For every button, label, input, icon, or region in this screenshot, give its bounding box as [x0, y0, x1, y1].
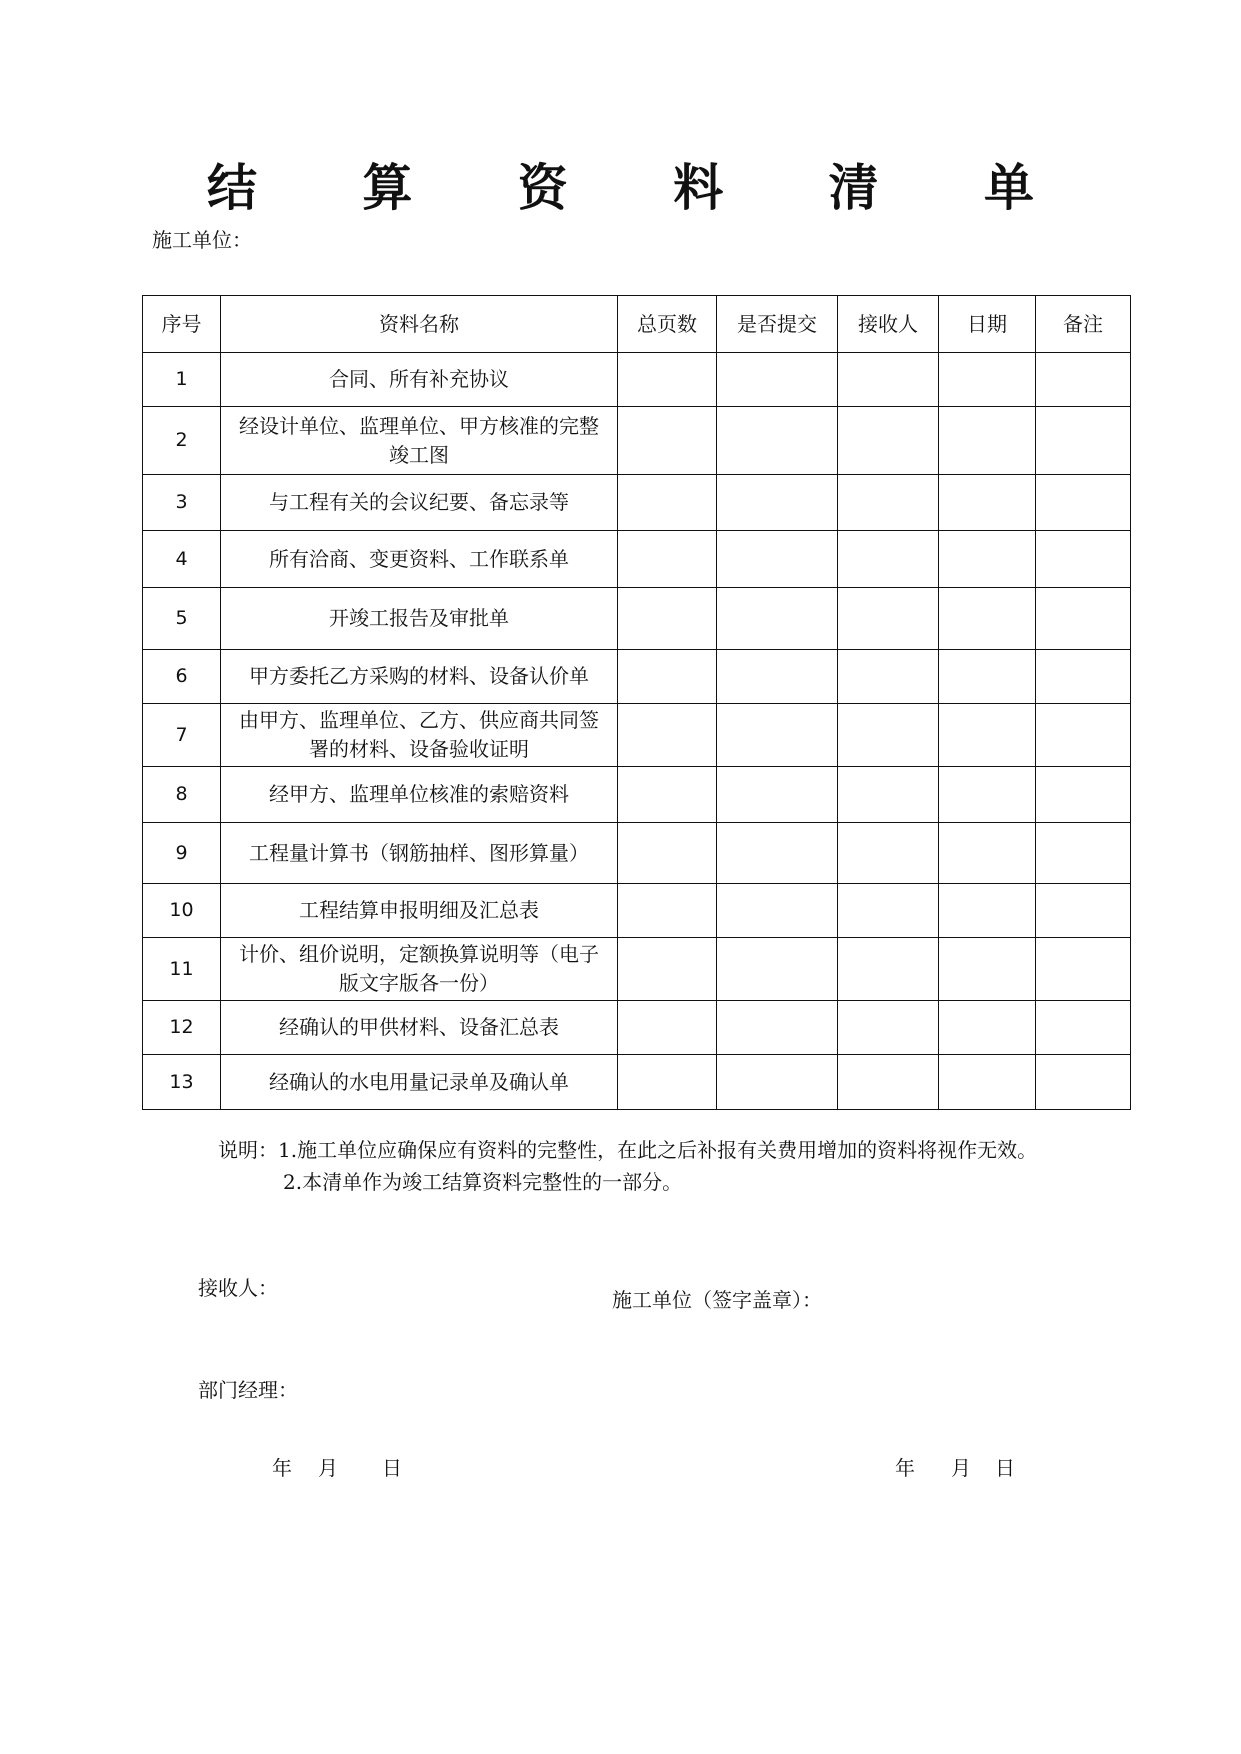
row-doc-name: 经确认的甲供材料、设备汇总表	[221, 1001, 618, 1055]
row-seq: 9	[143, 823, 221, 884]
row-total-pages-cell	[618, 353, 717, 407]
table-row	[143, 938, 1131, 1001]
row-seq: 11	[143, 938, 221, 1001]
row-submitted-cell	[717, 704, 838, 767]
table-row	[143, 1001, 1131, 1055]
row-remarks-cell	[1036, 704, 1131, 767]
row-receiver-cell	[838, 1001, 939, 1055]
row-seq: 2	[143, 407, 221, 475]
row-seq: 1	[143, 353, 221, 407]
row-remarks-cell	[1036, 407, 1131, 475]
row-doc-name: 由甲方、监理单位、乙方、供应商共同签署的材料、设备验收证明	[221, 704, 618, 767]
row-receiver-cell	[838, 823, 939, 884]
note-line-2: 2.本清单作为竣工结算资料完整性的一部分。	[283, 1170, 683, 1194]
row-seq: 10	[143, 884, 221, 938]
row-doc-name: 计价、组价说明，定额换算说明等（电子版文字版各一份）	[221, 938, 618, 1001]
row-submitted-cell	[717, 1055, 838, 1110]
table-row	[143, 353, 1131, 407]
table-body	[143, 353, 1131, 1110]
date-left-day: 日	[382, 1456, 402, 1480]
header-seq: 序号	[143, 296, 221, 353]
row-seq: 12	[143, 1001, 221, 1055]
row-seq: 4	[143, 531, 221, 588]
row-submitted-cell	[717, 884, 838, 938]
row-submitted-cell	[717, 938, 838, 1001]
date-right	[895, 1452, 1015, 1481]
row-total-pages-cell	[618, 1055, 717, 1110]
row-receiver-cell	[838, 767, 939, 823]
row-doc-name: 合同、所有补充协议	[221, 353, 618, 407]
row-submitted-cell	[717, 531, 838, 588]
row-doc-name: 与工程有关的会议纪要、备忘录等	[221, 475, 618, 531]
row-seq: 13	[143, 1055, 221, 1110]
row-seq: 5	[143, 588, 221, 650]
row-date-cell	[939, 407, 1036, 475]
row-remarks-cell	[1036, 767, 1131, 823]
row-total-pages-cell	[618, 704, 717, 767]
row-total-pages-cell	[618, 1001, 717, 1055]
header-doc-name: 资料名称	[221, 296, 618, 353]
header-receiver: 接收人	[838, 296, 939, 353]
row-date-cell	[939, 353, 1036, 407]
row-remarks-cell	[1036, 475, 1131, 531]
table-row	[143, 823, 1131, 884]
date-left	[272, 1452, 402, 1481]
table-row	[143, 884, 1131, 938]
table-row	[143, 1055, 1131, 1110]
row-submitted-cell	[717, 650, 838, 704]
table-row	[143, 531, 1131, 588]
row-doc-name: 开竣工报告及审批单	[221, 588, 618, 650]
row-receiver-cell	[838, 353, 939, 407]
row-seq: 6	[143, 650, 221, 704]
row-remarks-cell	[1036, 588, 1131, 650]
row-seq: 8	[143, 767, 221, 823]
row-total-pages-cell	[618, 823, 717, 884]
row-date-cell	[939, 1001, 1036, 1055]
row-doc-name: 所有洽商、变更资料、工作联系单	[221, 531, 618, 588]
notes	[218, 1134, 1037, 1198]
contractor-seal-label: 施工单位（签字盖章）：	[612, 1288, 822, 1312]
table-row	[143, 704, 1131, 767]
row-date-cell	[939, 650, 1036, 704]
row-receiver-cell	[838, 475, 939, 531]
header-submitted: 是否提交	[717, 296, 838, 353]
row-doc-name: 经设计单位、监理单位、甲方核准的完整竣工图	[221, 407, 618, 475]
row-receiver-cell	[838, 938, 939, 1001]
row-total-pages-cell	[618, 531, 717, 588]
row-submitted-cell	[717, 588, 838, 650]
row-submitted-cell	[717, 475, 838, 531]
row-submitted-cell	[717, 407, 838, 475]
row-receiver-cell	[838, 650, 939, 704]
row-submitted-cell	[717, 1001, 838, 1055]
row-receiver-cell	[838, 1055, 939, 1110]
row-date-cell	[939, 588, 1036, 650]
row-receiver-cell	[838, 531, 939, 588]
header-date: 日期	[939, 296, 1036, 353]
row-remarks-cell	[1036, 1055, 1131, 1110]
row-total-pages-cell	[618, 650, 717, 704]
header-remarks: 备注	[1036, 296, 1131, 353]
row-doc-name: 甲方委托乙方采购的材料、设备认价单	[221, 650, 618, 704]
receiver-signature-label: 接收人：	[198, 1276, 278, 1300]
contractor-unit-label: 施工单位：	[152, 228, 252, 252]
row-receiver-cell	[838, 407, 939, 475]
page-title: 结 算 资 料 清 单	[206, 159, 1079, 217]
row-remarks-cell	[1036, 938, 1131, 1001]
materials-table	[142, 295, 1131, 1110]
row-total-pages-cell	[618, 938, 717, 1001]
row-receiver-cell	[838, 588, 939, 650]
header-total-pages: 总页数	[618, 296, 717, 353]
row-submitted-cell	[717, 767, 838, 823]
manager-signature-label: 部门经理：	[198, 1378, 298, 1402]
table-row	[143, 650, 1131, 704]
row-date-cell	[939, 475, 1036, 531]
row-date-cell	[939, 767, 1036, 823]
row-date-cell	[939, 704, 1036, 767]
row-remarks-cell	[1036, 353, 1131, 407]
row-doc-name: 经确认的水电用量记录单及确认单	[221, 1055, 618, 1110]
row-total-pages-cell	[618, 475, 717, 531]
table-header-row	[143, 296, 1131, 353]
row-submitted-cell	[717, 353, 838, 407]
row-total-pages-cell	[618, 884, 717, 938]
row-total-pages-cell	[618, 767, 717, 823]
row-receiver-cell	[838, 884, 939, 938]
date-right-year: 年	[895, 1456, 915, 1480]
row-total-pages-cell	[618, 588, 717, 650]
note-line-1: 说明：1.施工单位应确保应有资料的完整性，在此之后补报有关费用增加的资料将视作无效。	[218, 1138, 1038, 1162]
row-receiver-cell	[838, 704, 939, 767]
table-row	[143, 767, 1131, 823]
row-remarks-cell	[1036, 823, 1131, 884]
table-row	[143, 588, 1131, 650]
row-seq: 3	[143, 475, 221, 531]
row-remarks-cell	[1036, 531, 1131, 588]
row-doc-name: 经甲方、监理单位核准的索赔资料	[221, 767, 618, 823]
row-doc-name: 工程结算申报明细及汇总表	[221, 884, 618, 938]
row-submitted-cell	[717, 823, 838, 884]
date-left-month: 月	[318, 1456, 338, 1480]
row-date-cell	[939, 823, 1036, 884]
row-remarks-cell	[1036, 1001, 1131, 1055]
date-right-month: 月	[951, 1456, 971, 1480]
row-date-cell	[939, 531, 1036, 588]
row-remarks-cell	[1036, 650, 1131, 704]
row-date-cell	[939, 884, 1036, 938]
row-date-cell	[939, 1055, 1036, 1110]
table-row	[143, 407, 1131, 475]
date-left-year: 年	[272, 1456, 292, 1480]
date-right-day: 日	[995, 1456, 1015, 1480]
row-total-pages-cell	[618, 407, 717, 475]
row-remarks-cell	[1036, 884, 1131, 938]
row-seq: 7	[143, 704, 221, 767]
row-date-cell	[939, 938, 1036, 1001]
table-row	[143, 475, 1131, 531]
row-doc-name: 工程量计算书（钢筋抽样、图形算量）	[221, 823, 618, 884]
